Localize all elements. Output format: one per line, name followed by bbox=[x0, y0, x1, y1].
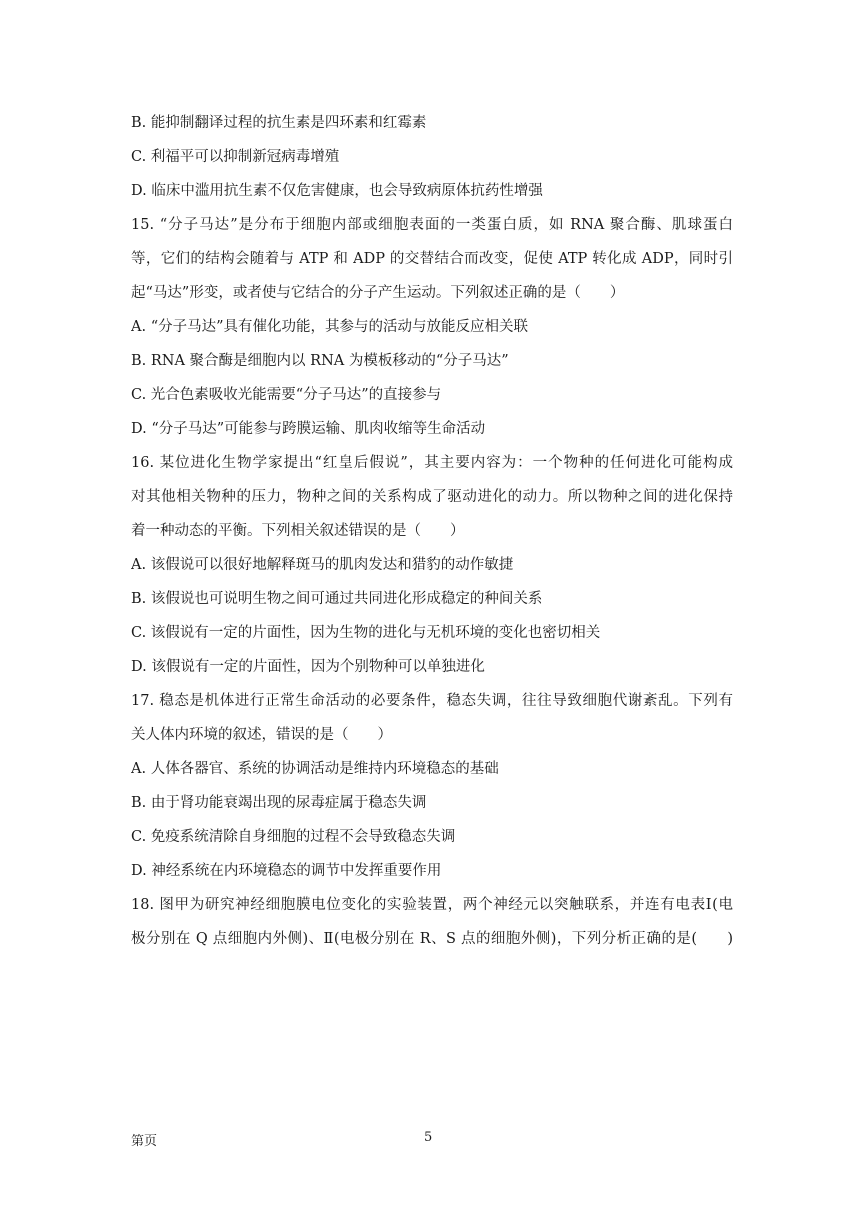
text-line: B. RNA 聚合酶是细胞内以 RNA 为模板移动的“分子马达” bbox=[131, 353, 509, 369]
text-line: 16. 某位进化生物学家提出“红皇后假说”，其主要内容为：一个物种的任何进化可能构成 bbox=[131, 455, 733, 471]
text-line: C. 光合色素吸收光能需要“分子马达”的直接参与 bbox=[131, 387, 442, 403]
text-line: 极分别在 Q 点细胞内外侧)、Ⅱ(电极分别在 R、S 点的细胞外侧)，下列分析正确的是( ) bbox=[131, 931, 733, 947]
text-line: D. 临床中滥用抗生素不仅危害健康，也会导致病原体抗药性增强 bbox=[131, 183, 543, 199]
text-line: A. 人体各器官、系统的协调活动是维持内环境稳态的基础 bbox=[131, 761, 499, 777]
text-line: C. 利福平可以抑制新冠病毒增殖 bbox=[131, 149, 340, 165]
text-line: 着一种动态的平衡。下列相关叙述错误的是（ ） bbox=[131, 523, 465, 539]
text-line: B. 由于肾功能衰竭出现的尿毒症属于稳态失调 bbox=[131, 795, 427, 811]
text-line: D. “分子马达”可能参与跨膜运输、肌肉收缩等生命活动 bbox=[131, 421, 486, 437]
text-line: 17. 稳态是机体进行正常生命活动的必要条件，稳态失调，往往导致细胞代谢紊乱。下列有 bbox=[131, 693, 733, 709]
text-line: B. 该假说也可说明生物之间可通过共同进化形成稳定的种间关系 bbox=[131, 591, 543, 607]
text-line: A. “分子马达”具有催化功能，其参与的活动与放能反应相关联 bbox=[131, 319, 529, 335]
text-line: 对其他相关物种的压力，物种之间的关系构成了驱动进化的动力。所以物种之间的进化保持 bbox=[131, 489, 733, 505]
text-line: 关人体内环境的叙述，错误的是（ ） bbox=[131, 727, 392, 743]
text-line: 等，它们的结构会随着与 ATP 和 ADP 的交替结合而改变，促使 ATP 转化成 ADP，同时引 bbox=[131, 251, 733, 267]
page-content bbox=[131, 106, 733, 956]
text-line: C. 免疫系统清除自身细胞的过程不会导致稳态失调 bbox=[131, 829, 456, 845]
footer-label: 第页 bbox=[131, 1134, 158, 1149]
text-line: C. 该假说有一定的片面性，因为生物的进化与无机环境的变化也密切相关 bbox=[131, 625, 601, 641]
text-line: B. 能抑制翻译过程的抗生素是四环素和红霉素 bbox=[131, 115, 427, 131]
text-line: 15. “分子马达”是分布于细胞内部或细胞表面的一类蛋白质，如 RNA 聚合酶、肌球蛋白 bbox=[131, 217, 733, 233]
text-line: 18. 图甲为研究神经细胞膜电位变化的实验装置，两个神经元以突触联系，并连有电表Ⅰ(电 bbox=[131, 897, 733, 913]
text-line: D. 神经系统在内环境稳态的调节中发挥重要作用 bbox=[131, 863, 442, 879]
page-number: 5 bbox=[424, 1130, 433, 1145]
text-line: A. 该假说可以很好地解释斑马的肌肉发达和猎豹的动作敏捷 bbox=[131, 557, 514, 573]
text-line: D. 该假说有一定的片面性，因为个别物种可以单独进化 bbox=[131, 659, 485, 675]
text-line: 起“马达”形变，或者使与它结合的分子产生运动。下列叙述正确的是（ ） bbox=[131, 285, 625, 301]
